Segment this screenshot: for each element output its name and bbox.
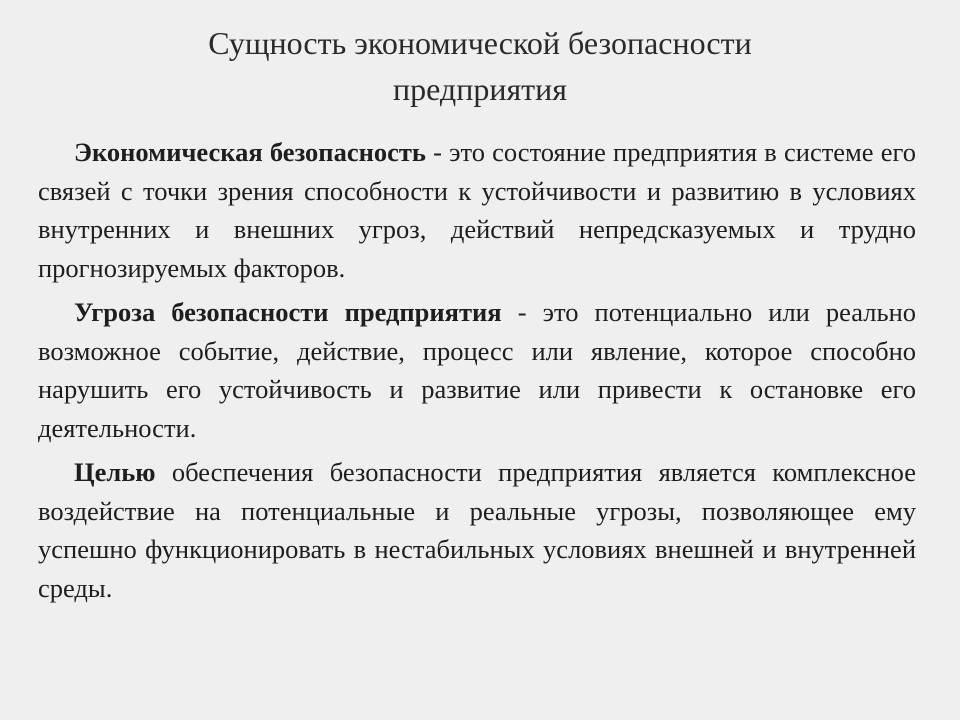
definition-text-security-threat: - это потенциально или реально возможное событие, действие, процесс или явление, которое способно нарушить его устойчивость и развитие или привести к остановке его деятельности. — [38, 297, 916, 443]
slide-title-line-1: Сущность экономической безопасности — [208, 25, 752, 61]
slide-title — [0, 20, 960, 112]
term-security-goal: Целью — [74, 457, 156, 487]
definition-security-threat — [38, 293, 916, 447]
slide-title-line-2: предприятия — [393, 71, 567, 107]
slide-body — [38, 133, 916, 607]
definition-economic-security — [38, 133, 916, 287]
definition-text-economic-security: - это состояние предприятия в системе его связей с точки зрения способности к устойчивости и развитию в условиях внутренних и внешних угроз, действий непредсказуемых и трудно прогнозируемых факторов. — [38, 137, 916, 283]
term-economic-security: Экономическая безопасность — [74, 137, 426, 167]
term-security-threat: Угроза безопасности предприятия — [74, 297, 502, 327]
definition-text-security-goal: обеспечения безопасности предприятия является комплексное воздействие на потенциальные и реальные угрозы, позволяющее ему успешно функционировать в нестабильных условиях внешней и внутренней среды. — [38, 457, 916, 603]
definition-security-goal — [38, 453, 916, 607]
